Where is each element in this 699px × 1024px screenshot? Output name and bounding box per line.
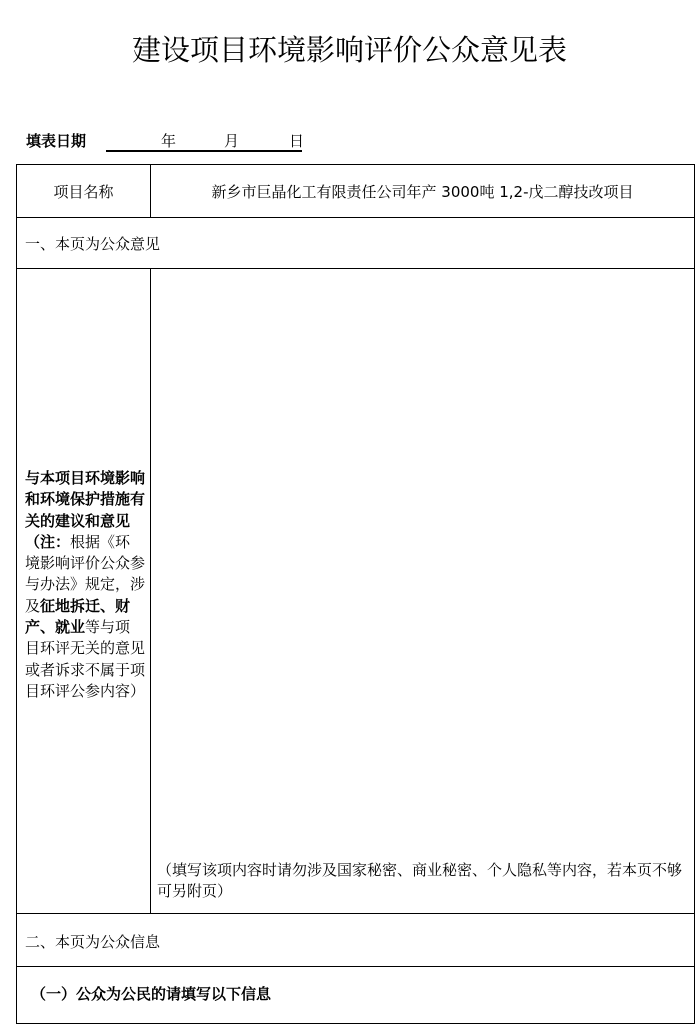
page-title: 建设项目环境影响评价公众意见表: [131, 33, 567, 67]
fill-date-row: [26, 130, 305, 151]
opinion-label-title: 与本项目环境影响和环境保护措施有关的建议和意见: [25, 469, 146, 530]
row-divider: [17, 966, 694, 967]
opinion-note-text2: 等与项目环评无关的意见或者诉求不属于项目环评公参内容）: [25, 618, 146, 700]
section1-heading: 一、本页为公众意见: [25, 235, 161, 253]
opinion-fill-note: （填写该项内容时请勿涉及国家秘密、商业秘密、个人隐私等内容，若本页不够可另附页）: [157, 861, 683, 900]
opinion-form-table: [16, 164, 695, 1024]
opinion-note-prefix: （注：: [25, 532, 71, 551]
opinion-note-excluded-topics: 征地拆迁、财产、就业: [25, 596, 131, 637]
opinion-input-area[interactable]: [151, 269, 695, 859]
fill-date-field[interactable]: [106, 130, 305, 152]
month-label: 月: [224, 132, 240, 150]
fill-date-label: 填表日期: [26, 132, 87, 150]
year-label: 年: [161, 132, 177, 150]
subsection1-heading: （一）公众为公民的请填写以下信息: [31, 985, 272, 1003]
project-name-value: 新乡市巨晶化工有限责任公司年产 3000吨 1,2-戊二醇技改项目: [211, 182, 634, 201]
project-name-label: 项目名称: [53, 182, 114, 201]
row-divider: [17, 913, 694, 914]
opinion-label: [25, 468, 145, 702]
opinion-note-text1: 根据《环境影响评价公众参与办法》规定，涉及: [25, 532, 146, 615]
section2-heading: 二、本页为公众信息: [25, 933, 161, 951]
day-label: 日: [289, 132, 305, 150]
row-divider: [17, 217, 694, 218]
